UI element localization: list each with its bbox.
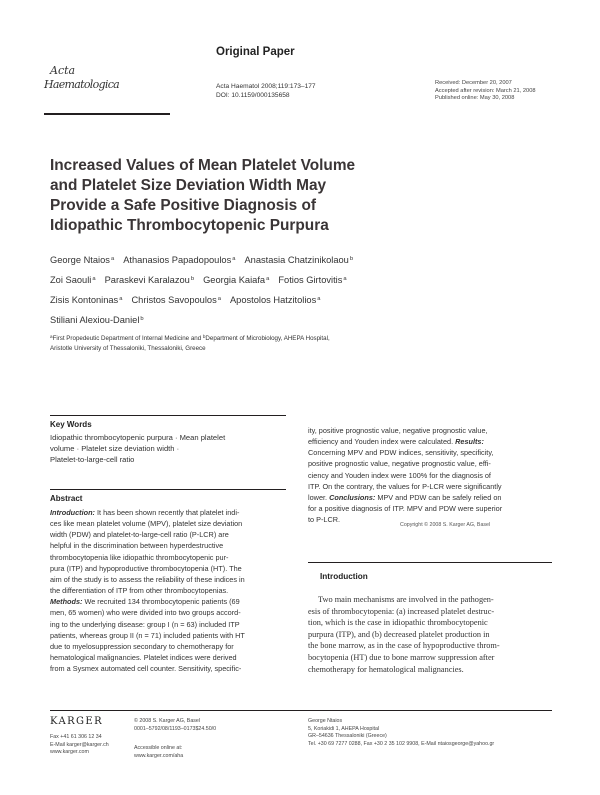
introduction-line: bocytopenia (HT) due to bone marrow suppression after	[308, 652, 495, 662]
abstract-left-column	[50, 507, 294, 674]
title-line: and Platelet Size Deviation Width May	[50, 177, 327, 194]
citation-block	[216, 82, 316, 100]
introduction-rule	[308, 562, 552, 563]
author-row	[50, 250, 450, 270]
accepted-date: Accepted after revision: March 21, 2008	[435, 87, 536, 94]
journal-logo	[44, 64, 134, 104]
author-affiliation-mark: a	[317, 296, 321, 302]
abstract-line	[50, 663, 294, 674]
abstract-line	[308, 425, 552, 436]
title-line: Idiopathic Thrombocytopenic Purpura	[50, 217, 329, 234]
journal-logo-line2: Haematologica	[44, 78, 120, 91]
abstract-line	[50, 529, 294, 540]
affiliation	[50, 332, 490, 354]
abstract-line	[308, 458, 552, 469]
abstract-line	[50, 607, 294, 618]
abstract-right-column	[308, 425, 552, 525]
author-name: Zoi Saouli	[50, 275, 92, 285]
author-name: Zisis Kontoninas	[50, 295, 119, 305]
author-name: Paraskevi Karalazou	[104, 275, 190, 285]
keywords-heading: Key Words	[50, 420, 92, 429]
publisher-logo: KARGER	[50, 716, 104, 727]
abstract-line	[50, 507, 294, 518]
abstract-section-label: Conclusions:	[329, 492, 376, 502]
correspondence-line: George Ntaios	[308, 718, 343, 724]
abstract-line	[50, 518, 294, 529]
author-affiliation-mark: b	[349, 256, 354, 262]
contact-fax: Fax +41 61 306 12 34	[50, 734, 102, 740]
author-affiliation-mark: b	[190, 276, 195, 282]
title-line: Provide a Safe Positive Diagnosis of	[50, 197, 316, 214]
author-name: Anastasia Chatzinikolaou	[244, 255, 349, 265]
abstract-line	[50, 574, 294, 585]
keywords-rule	[50, 415, 286, 416]
introduction-line: tion, which is the case in idiopathic thrombocytopenic	[308, 618, 488, 628]
abstract-text: width (PDW) and platelet-to-large-cell ratio (P-LCR) are	[50, 530, 229, 540]
author-name: Athanasios Papadopoulos	[123, 255, 232, 265]
doi: DOI: 10.1159/000135658	[216, 92, 290, 99]
title-line: Increased Values of Mean Platelet Volume	[50, 157, 356, 174]
abstract-line	[50, 630, 294, 641]
contact-website[interactable]: www.karger.com	[50, 749, 89, 756]
correspondence-line: 5, Koriakidi 1, AHEPA Hospital	[308, 725, 380, 732]
author-name: Christos Savopoulos	[131, 295, 217, 305]
introduction-line: the bone marrow, as in the case of hypoproductive throm-	[308, 641, 500, 651]
author-affiliation-mark: a	[110, 256, 115, 262]
abstract-rule	[50, 489, 286, 490]
affiliation-part-a: First Propedeutic Department of Internal Medicine and	[52, 335, 203, 342]
author-name: Apostolos Hatzitolios	[229, 295, 317, 305]
logo-divider	[44, 113, 170, 115]
abstract-line	[308, 492, 552, 503]
introduction-heading: Introduction	[320, 572, 368, 581]
abstract-line	[50, 563, 294, 574]
abstract-text: patients, whereas group II (n = 71) included patients with HT	[50, 630, 245, 640]
author-row	[50, 270, 450, 290]
abstract-text: for a positive diagnosis of ITP. MPV and PDW were superior	[308, 504, 503, 514]
abstract-text: ity, positive prognostic value, negative prognostic value,	[308, 426, 488, 435]
received-date: Received: December 20, 2007	[435, 80, 512, 86]
abstract-text: from a Sysmex automated cell counter. Sensitivity, specific-	[50, 664, 242, 674]
abstract-line	[50, 652, 294, 663]
abstract-line	[50, 552, 294, 563]
abstract-text: ces like mean platelet volume (MPV), platelet size deviation	[50, 519, 243, 529]
abstract-text: thrombocytopenia like idiopathic thrombocytopenic pur-	[50, 552, 229, 562]
footer-copyright	[134, 718, 216, 733]
abstract-text: men, 65 women) who were divided into two groups accord-	[50, 608, 241, 618]
author-affiliation-mark: a	[119, 296, 123, 302]
citation: Acta Haematol 2008;119:173–177	[216, 83, 316, 90]
correspondence-address	[308, 718, 494, 748]
access-label: Accessible online at:	[134, 745, 183, 751]
abstract-line	[308, 447, 552, 458]
abstract-line	[50, 641, 294, 652]
introduction-line: Two main mechanisms are involved in the pathogen-	[318, 595, 494, 604]
author-row	[50, 310, 450, 330]
abstract-text: Concerning MPV and PDW indices, sensitivity, specificity,	[308, 448, 494, 458]
abstract-heading: Abstract	[50, 494, 83, 503]
keywords-line: Idiopathic thrombocytopenic purpura · Mean platelet	[50, 433, 226, 442]
abstract-line	[308, 503, 552, 514]
footer-rule	[50, 710, 552, 711]
abstract-line	[50, 619, 294, 630]
author-row	[50, 290, 450, 310]
abstract-text: pura (ITP) and hypoproductive thrombocytopenia (HT). The	[50, 563, 242, 573]
abstract-text: MPV and PDW can be safely relied on	[375, 492, 502, 502]
author-name: Georgia Kaiafa	[203, 275, 266, 285]
author-list	[50, 250, 450, 330]
abstract-line	[308, 470, 552, 481]
abstract-section-label: Results:	[455, 437, 484, 447]
author-affiliation-mark: b	[140, 316, 144, 322]
abstract-section-label: Introduction:	[50, 508, 95, 517]
keywords-line: Platelet-to-large-cell ratio	[50, 455, 135, 465]
abstract-text: efficiency and Youden index were calculated.	[308, 437, 456, 447]
article-title	[50, 156, 410, 236]
introduction-text	[308, 594, 552, 675]
abstract-text: ing to the underlying disease: group I (n = 63) included ITP	[50, 619, 240, 629]
abstract-text: hematological malignancies. Platelet indices were derived	[50, 653, 237, 663]
abstract-line	[50, 596, 294, 607]
abstract-text: ITP. On the contrary, the values for P-LCR were significantly	[308, 481, 502, 491]
publisher-contact	[50, 734, 109, 757]
affiliation-sup-a: a	[50, 334, 53, 339]
footer-copyright-line: © 2008 S. Karger AG, Basel	[134, 718, 201, 724]
author-name: Fotios Girtovitis	[278, 275, 343, 285]
footer-issn: 0001–5792/08/1193–0173$24.50/0	[134, 725, 217, 732]
author-name: Stiliani Alexiou-Daniel	[50, 315, 140, 325]
abstract-copyright: Copyright © 2008 S. Karger AG, Basel	[400, 522, 491, 528]
abstract-text: We recruited 134 thrombocytopenic patients (69	[82, 597, 240, 607]
author-affiliation-mark: a	[266, 276, 270, 282]
introduction-line: chemotherapy for hematological malignancies.	[308, 664, 464, 674]
journal-logo-line1: Acta	[50, 64, 76, 77]
abstract-text: aim of the study is to assess the reliability of these indices in	[50, 574, 245, 584]
affiliation-sup-b: b	[202, 334, 206, 339]
published-date: Published online: May 30, 2008	[435, 95, 515, 102]
abstract-line	[308, 436, 552, 447]
abstract-text: the differentiation of ITP from other thrombocytopenias.	[50, 586, 229, 596]
abstract-line	[50, 585, 294, 596]
access-link[interactable]: www.karger.com/aha	[134, 752, 184, 759]
abstract-text: lower.	[308, 492, 330, 502]
affiliation-part-b: Department of Microbiology, AHEPA Hospital,	[205, 335, 330, 342]
footer-access	[134, 745, 183, 760]
abstract-text: positive prognostic value, negative prognostic value, effi-	[308, 459, 491, 469]
article-dates	[435, 80, 536, 103]
author-affiliation-mark: a	[343, 276, 347, 282]
author-affiliation-mark: a	[232, 256, 236, 262]
section-label: Original Paper	[216, 46, 295, 58]
affiliation-line	[50, 332, 490, 344]
abstract-text: ciency and Youden index were 100% for the diagnosis of	[308, 470, 491, 480]
affiliation-line-2: Aristotle University of Thessaloniki, Thessaloniki, Greece	[50, 345, 206, 352]
abstract-text: to P-LCR.	[308, 515, 341, 525]
contact-email[interactable]: E-Mail karger@karger.ch	[50, 741, 109, 748]
correspondence-line: GR–54636 Thessaloniki (Greece)	[308, 733, 387, 740]
abstract-section-label: Methods:	[50, 597, 83, 607]
keywords-line: volume · Platelet size deviation width ·	[50, 444, 180, 454]
correspondence-line: Tel. +30 69 7277 0288, Fax +30 2 35 102 9908, E-Mail ntaiosgeorge@yahoo.gr	[308, 740, 495, 747]
introduction-line: esis of thrombocytopenia: (a) increased platelet destruc-	[308, 606, 495, 616]
abstract-text: It has been shown recently that platelet indi-	[95, 508, 240, 517]
author-name: George Ntaios	[50, 255, 110, 265]
keywords-text	[50, 432, 282, 466]
author-affiliation-mark: a	[217, 296, 221, 302]
abstract-line	[308, 481, 552, 492]
abstract-text: due to myelosuppression secondary to chemotherapy for	[50, 641, 234, 651]
abstract-text: helpful in the discrimination between hyperdestructive	[50, 541, 224, 551]
author-affiliation-mark: a	[92, 276, 96, 282]
abstract-line	[50, 540, 294, 551]
introduction-line: purpura (ITP), and (b) decreased platelet production in	[308, 629, 490, 639]
